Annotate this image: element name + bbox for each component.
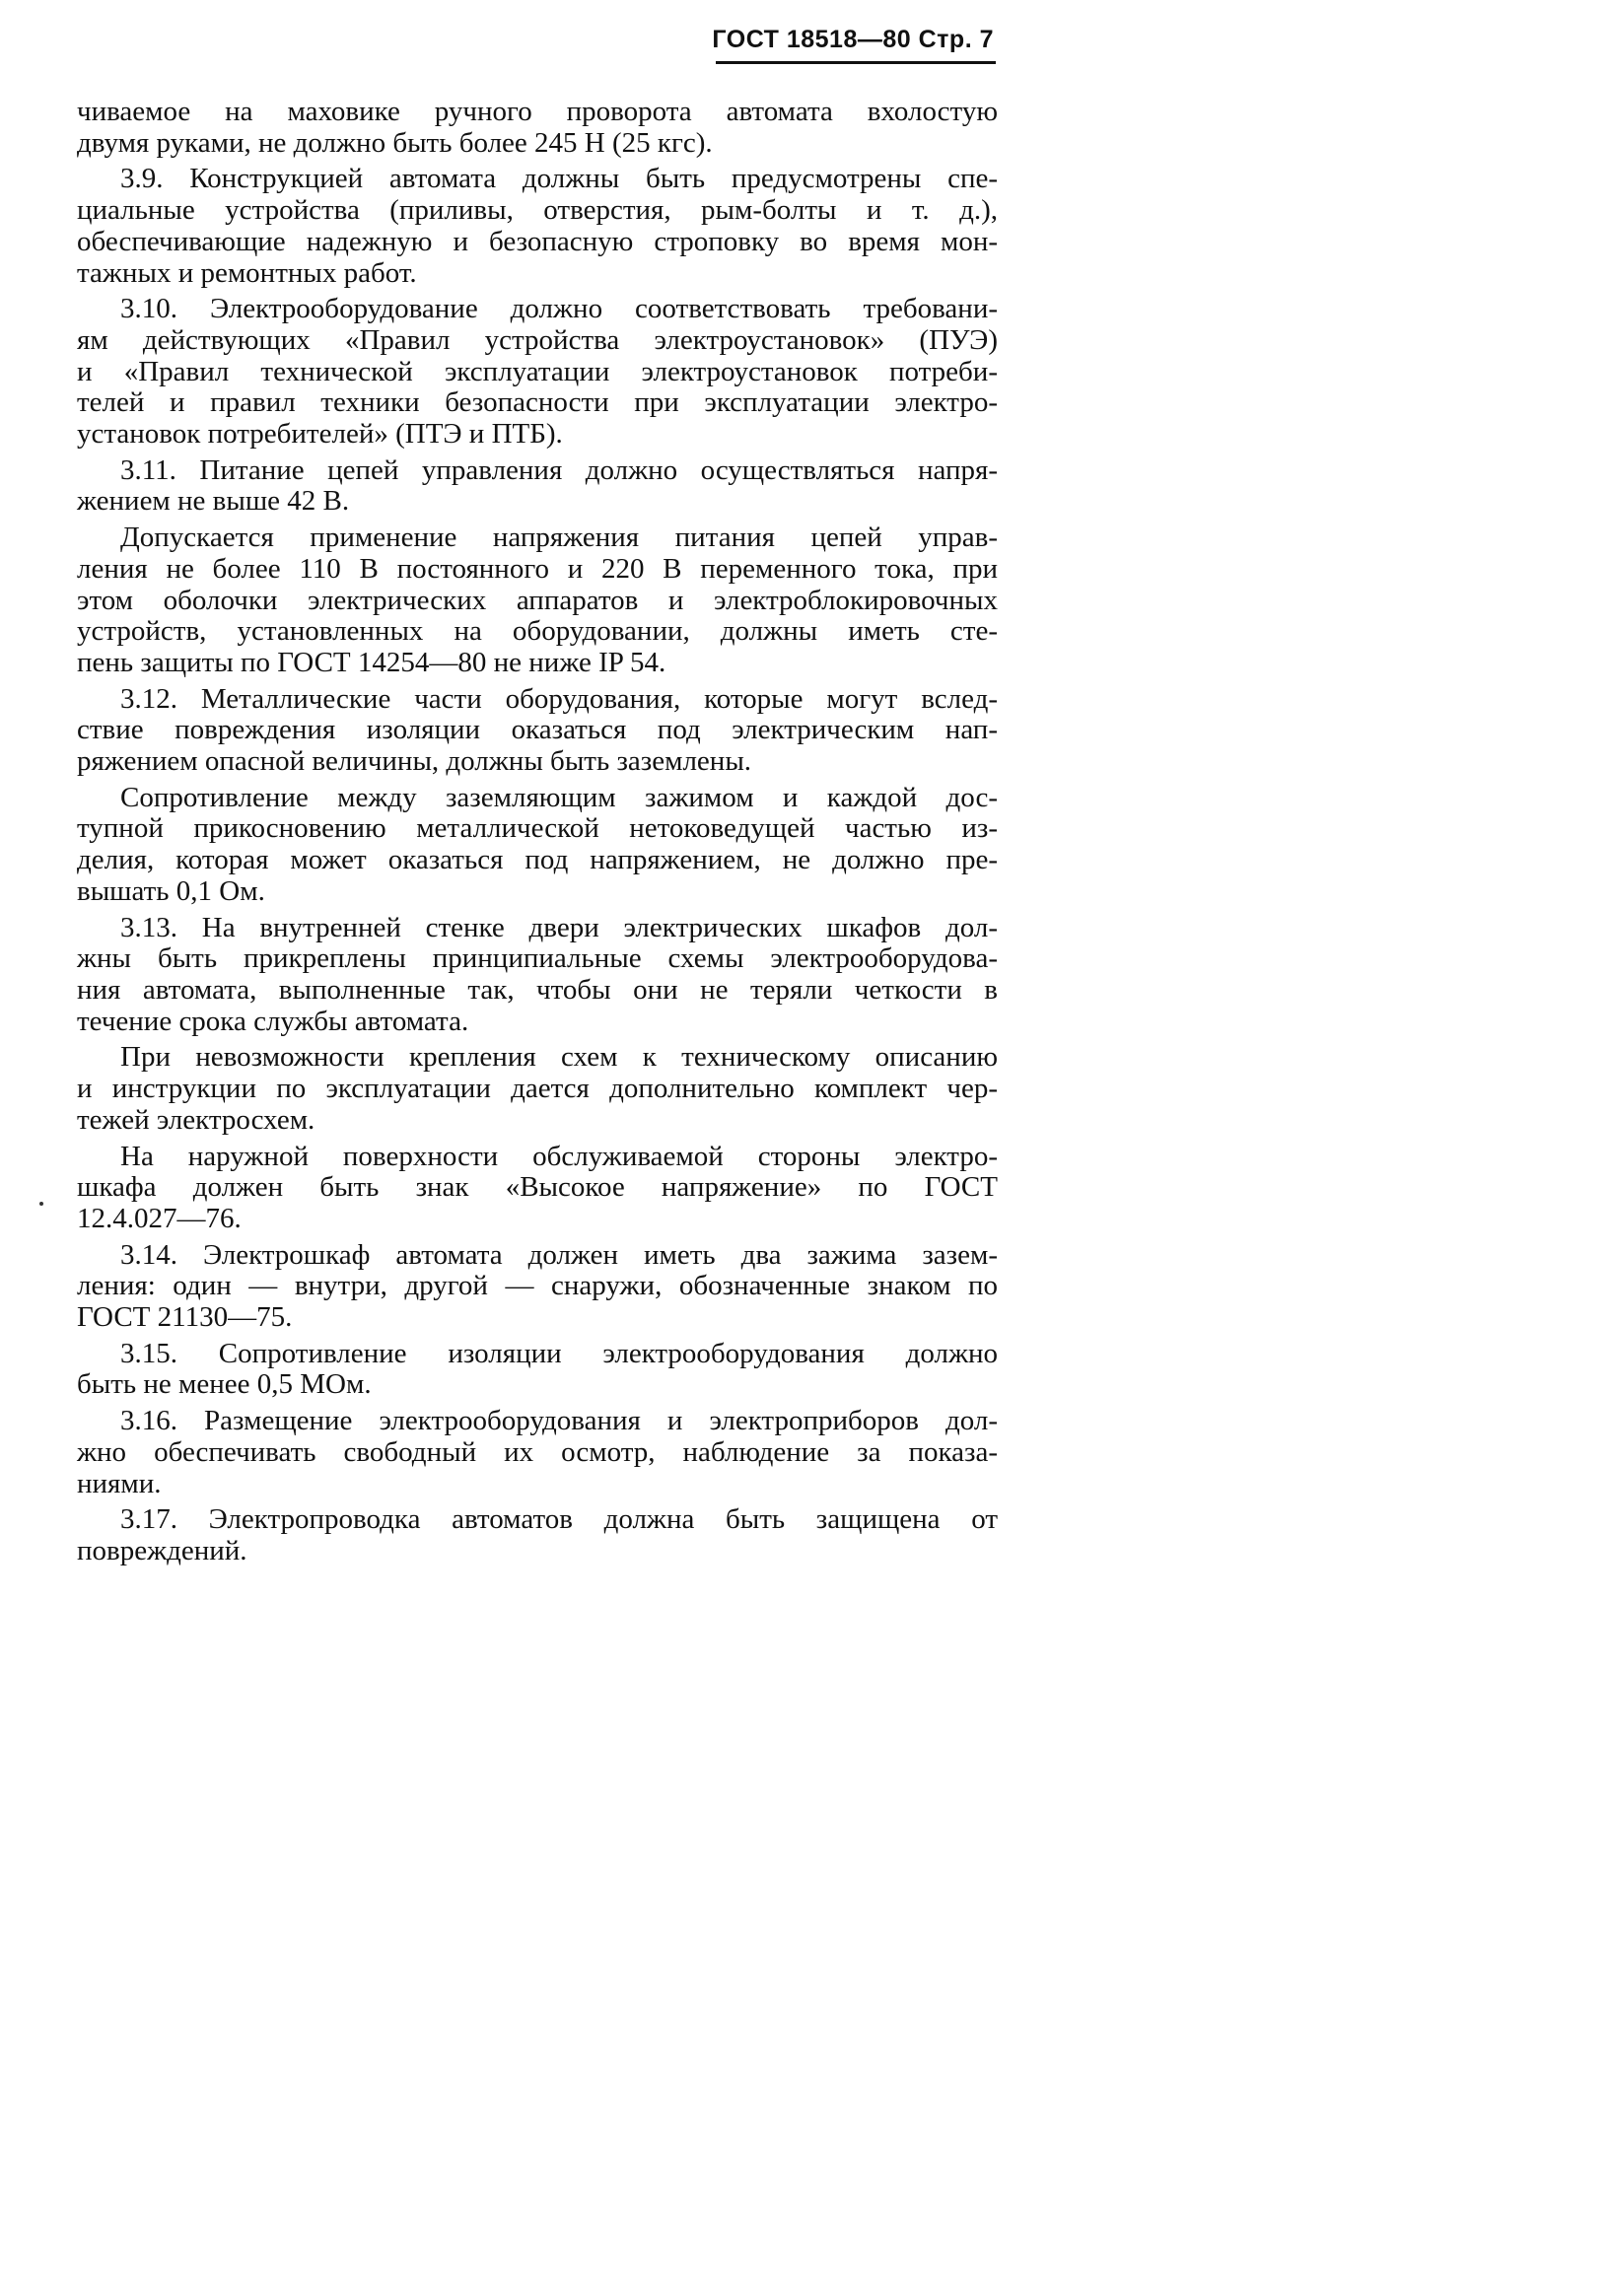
text-line: 3.12. Металлические части оборудования, которые могут вслед- — [120, 682, 998, 715]
text-line: чиваемое на маховике ручного проворота автомата вхолостую — [77, 96, 998, 127]
text-line: шкафа должен быть знак «Высокое напряжение» по ГОСТ — [77, 1171, 998, 1204]
text-line: быть не менее 0,5 МОм. — [77, 1368, 372, 1401]
text-line: ствие повреждения изоляции оказаться под электрическим нап- — [77, 714, 998, 746]
text-line: тажных и ремонтных работ. — [77, 256, 417, 289]
text-line: устройств, установленных на оборудовании, должны иметь сте- — [77, 615, 998, 648]
text-line: течение срока службы автомата. — [77, 1005, 469, 1037]
text-line: ниями. — [77, 1467, 162, 1499]
text-line: 3.15. Сопротивление изоляции электрооборудования должно — [120, 1337, 998, 1369]
text-line: 3.14. Электрошкаф автомата должен иметь два зажима зазем- — [120, 1238, 998, 1271]
paragraph — [77, 1339, 998, 1401]
paragraph — [77, 1406, 998, 1499]
paragraph — [77, 1142, 998, 1235]
text-line: 3.17. Электропроводка автоматов должна быть защищена от — [120, 1503, 998, 1536]
scan-speck — [39, 1202, 43, 1206]
text-line: делия, которая может оказаться под напряжением, не должно пре- — [77, 844, 998, 876]
paragraph — [77, 913, 998, 1038]
paragraph — [77, 522, 998, 679]
text-line: и «Правил технической эксплуатации электроустановок потреби- — [77, 355, 998, 387]
text-line: тежей электросхем. — [77, 1103, 315, 1136]
page-number: Стр. 7 — [918, 26, 994, 53]
text-line: повреждений. — [77, 1534, 247, 1566]
text-line: жны быть прикреплены принципиальные схемы электрооборудова- — [77, 942, 998, 975]
text-line: установок потребителей» (ПТЭ и ПТБ). — [77, 418, 563, 451]
text-line: телей и правил техники безопасности при эксплуатации электро- — [77, 386, 998, 419]
text-line: жением не выше 42 В. — [77, 485, 350, 518]
text-line: этом оболочки электрических аппаратов и электроблокировочных — [77, 584, 998, 616]
text-line: 3.9. Конструкцией автомата должны быть предусмотрены спе- — [120, 163, 998, 195]
document-page — [0, 0, 1086, 1566]
document-body — [77, 97, 998, 1572]
paragraph — [77, 1240, 998, 1334]
text-line: 12.4.027—76. — [77, 1202, 242, 1234]
paragraph — [77, 1504, 998, 1566]
text-line: Допускается применение напряжения питания цепей управ- — [120, 522, 998, 554]
text-line: На наружной поверхности обслуживаемой стороны электро- — [120, 1140, 998, 1172]
paragraph — [77, 783, 998, 908]
standard-number: ГОСТ 18518—80 — [712, 26, 912, 53]
text-line: пень защиты по ГОСТ 14254—80 не ниже IP 54. — [77, 646, 666, 678]
text-line: жно обеспечивать свободный их осмотр, наблюдение за показа- — [77, 1435, 998, 1468]
text-line: циальные устройства (приливы, отверстия, рым-болты и т. д.), — [77, 194, 998, 227]
paragraph — [77, 164, 998, 289]
text-line: двумя руками, не должно быть более 245 Н (25 кгс). — [77, 126, 713, 159]
text-line: обеспечивающие надежную и безопасную строповку во время мон- — [77, 225, 998, 257]
paragraph — [77, 684, 998, 778]
text-line: ГОСТ 21130—75. — [77, 1301, 293, 1334]
text-line: При невозможности крепления схем к техническому описанию — [120, 1041, 998, 1074]
text-line: 3.13. На внутренней стенке двери электрических шкафов дол- — [120, 911, 998, 943]
page-header — [712, 26, 994, 54]
text-line: ния автомата, выполненные так, чтобы они не теряли четкости в — [77, 973, 998, 1006]
text-line: 3.10. Электрооборудование должно соответствовать требовани- — [120, 293, 998, 325]
header-rule — [716, 61, 996, 64]
text-line: 3.11. Питание цепей управления должно осуществляться напря- — [120, 453, 998, 486]
text-line: ления не более 110 В постоянного и 220 В переменного тока, при — [77, 552, 998, 585]
text-line: 3.16. Размещение электрооборудования и электроприборов дол- — [120, 1405, 998, 1437]
paragraph — [77, 294, 998, 451]
paragraph — [77, 97, 998, 159]
text-line: вышать 0,1 Ом. — [77, 874, 265, 907]
text-line: ряжением опасной величины, должны быть заземлены. — [77, 745, 752, 778]
paragraph — [77, 455, 998, 518]
text-line: ления: один — внутри, другой — снаружи, обозначенные знаком по — [77, 1270, 998, 1302]
text-line: и инструкции по эксплуатации дается дополнительно комплект чер- — [77, 1073, 998, 1105]
text-line: Сопротивление между заземляющим зажимом и каждой дос- — [120, 781, 998, 813]
text-line: тупной прикосновению металлической нетоковедущей частью из- — [77, 812, 998, 845]
text-line: ям действующих «Правил устройства электроустановок» (ПУЭ) — [77, 323, 998, 356]
paragraph — [77, 1042, 998, 1136]
